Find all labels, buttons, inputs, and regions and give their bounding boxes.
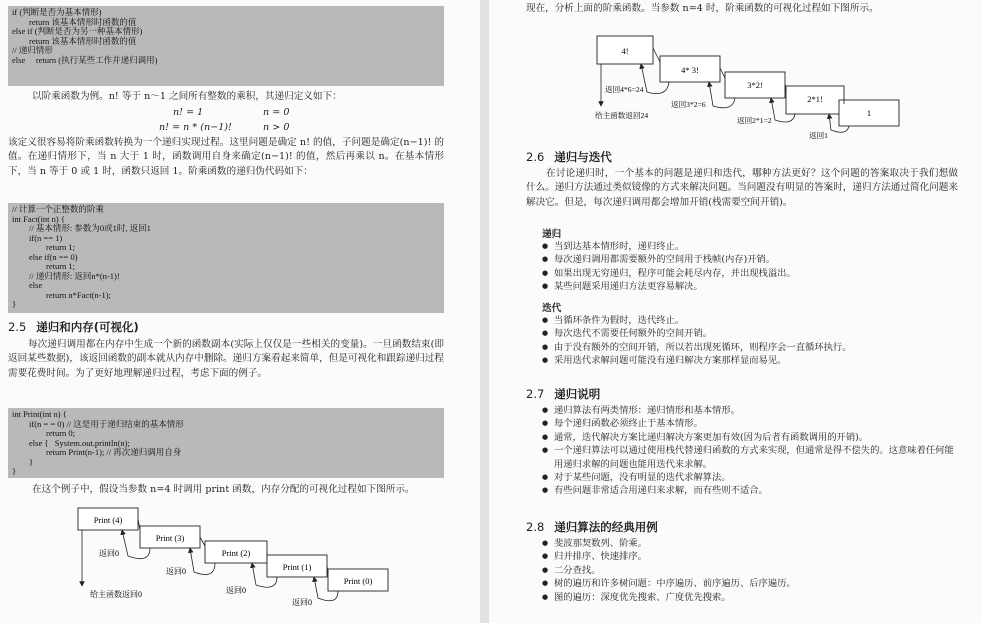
return-label: 返回0: [292, 598, 312, 607]
return-label: 返回2*1=2: [737, 116, 772, 125]
list-item: ● 当循环条件为假时，迭代终止。: [542, 314, 962, 327]
list-item: ● 归并排序、快速排序。: [542, 550, 962, 563]
list-item: ● 树的遍历和许多树问题：中序遍历、前序遍历、后序遍历。: [542, 577, 962, 590]
diagram-box-label: 4* 3!: [681, 65, 699, 75]
formula-recursive-left: n! = n * (n−1)!: [159, 122, 232, 133]
formula-recursive-right: n > 0: [263, 122, 290, 133]
diagram-box-label: Print (3): [155, 533, 185, 543]
diagram-box-label: Print (0): [343, 576, 373, 586]
left-page: [0, 0, 480, 623]
code-block-print: [8, 408, 444, 478]
section-heading-2-7: 2.7 递归说明: [526, 387, 601, 401]
recursion-notes-list: [542, 404, 962, 498]
formula-base-right: n = 0: [263, 107, 290, 118]
recursion-list: [542, 240, 962, 294]
list-item: ● 某些问题采用递归方法更容易解决。: [542, 280, 962, 293]
factorial-explanation: 该定义很容易将阶乘函数转换为一个递归实现过程。这里问题是确定 n! 的值，子问题是确定(n−1)! 的值。在递归情形下，当 n 大于 1 时，函数调用自身来确定(n−1)! 的值，然后再乘以 n。在基本情形下，当 n 等于 0 或 1 时，函数只返回 1。阶乘函数的递归伪代码如下：: [8, 137, 444, 177]
print-example-text: 在这个例子中，假设当参数 n=4 时调用 print 函数，内存分配的可视化过程如下图所示。: [32, 484, 415, 495]
list-item: ● 通常，迭代解决方案比递归解决方案更加有效(因为后者有函数调用的开销)。: [542, 431, 962, 444]
diagram-box-label: Print (2): [221, 548, 251, 558]
call-arrow: [200, 537, 205, 546]
list-item: ● 每次递归调用都需要额外的空间用于栈帧(内存)开销。: [542, 253, 962, 266]
factorial-diagram-intro: 现在，分析上面的阶乘函数。当参数 n=4 时，阶乘函数的可视化过程如下图所示。: [526, 3, 879, 14]
right-page: [489, 0, 982, 623]
diagram-box-label: 4!: [621, 46, 629, 56]
code-block-recursion-template: [8, 6, 444, 86]
code-lines: int Print(int n) { if(n = = 0) // 这是用于递归结束的基本情形 return 0; else { System.out.println(n); return Print(n-1); // 再次递归调用自身 } }: [12, 409, 184, 476]
diagram-box-label: Print (4): [93, 515, 123, 525]
list-item: ● 二分查找。: [542, 564, 962, 577]
diagram-box-label: 1: [866, 108, 872, 118]
main-return-label: 给主函数返回24: [595, 111, 649, 120]
iteration-label: 迭代: [542, 303, 562, 314]
call-arrow: [720, 68, 725, 78]
list-item: ● 图的遍历：深度优先搜索、广度优先搜索。: [542, 591, 962, 604]
iteration-list: [542, 314, 962, 368]
list-item: ● 每个递归函数必须终止于基本情形。: [542, 417, 962, 430]
list-item: ● 当到达基本情形时，递归终止。: [542, 240, 962, 253]
code-lines: if (判断是否为基本情形) return 该基本情形时函数的值 else if (判断是否为另一种基本情形) return 该基本情形时函数的值 // 递归情形 else return (执行某些工作并递归调用): [12, 7, 158, 65]
return-label: 返回1: [809, 131, 828, 140]
recursion-vs-iteration-text: 在讨论递归时，一个基本的问题是递归和迭代，哪种方法更好？这个问题的答案取决于我们想做什么。递归方法通过类似镜像的方式来解决问题。当问题没有明显的答案时，递归方法通过简化问题来解决它。但是，每次递归调用都会增加开销(栈需要空间开销)。: [526, 168, 958, 208]
list-item: ● 如果出现无穷递归，程序可能会耗尽内存，并出现栈溢出。: [542, 267, 962, 280]
return-label: 返回0: [99, 549, 119, 558]
list-item: ● 一个递归算法可以通过使用栈代替递归函数的方式来实现，但通常是得不偿失的。这意味着任何能用递归求解的问题也能用迭代来求解。: [542, 444, 962, 471]
return-label: 返回0: [166, 567, 186, 576]
section-heading-2-6: 2.6 递归与迭代: [526, 150, 612, 164]
section-heading-2-5: 2.5 递归和内存(可视化): [8, 320, 139, 334]
diagram-box-label: Print (1): [282, 562, 312, 572]
main-return-label: 给主函数返回0: [90, 590, 142, 599]
return-label: 返回4*6=24: [605, 85, 644, 94]
diagram-box-label: 2*1!: [807, 94, 823, 104]
diagram-box-label: 3*2!: [747, 80, 763, 90]
memory-explanation: 每次递归调用都在内存中生成一个新的函数副本(实际上仅仅是一些相关的变量)。一旦函数结束(即返回某些数据)，该返回函数的副本就从内存中删除。递归方案看起来简单，但是可视化和跟踪递归过程需要花费时间。为了更好地理解递归过程，考虑下面的例子。: [8, 339, 444, 379]
code-block-factorial: [8, 203, 444, 313]
return-label: 返回3*2=6: [671, 100, 706, 109]
formula-base-left: n! = 1: [173, 107, 204, 118]
section-heading-2-8: 2.8 递归算法的经典用例: [526, 520, 658, 534]
list-item: ● 递归算法有两类情形：递归情形和基本情形。: [542, 404, 962, 417]
code-lines: // 计算一个正整数的阶乘 int Fact(int n) { // 基本情形: 参数为0或1时, 返回1 if(n == 1) return 1; else if(n == 0) return 1; // 递归情形: 返回n*(n-1)! else return n*Fact(n-1); }: [12, 204, 151, 309]
call-arrow: [653, 48, 660, 62]
list-item: ● 有些问题非常适合用递归来求解，而有些则不适合。: [542, 484, 962, 497]
recursion-label: 递归: [542, 229, 562, 240]
list-item: ● 斐波那契数列、阶乘。: [542, 537, 962, 550]
list-item: ● 采用迭代求解问题可能没有递归解决方案那样显而易见。: [542, 354, 962, 367]
list-item: ● 每次迭代不需要任何额外的空间开销。: [542, 327, 962, 340]
classic-uses-list: [542, 537, 962, 604]
factorial-intro: 以阶乘函数为例。n! 等于 n～1 之间所有整数的乘积，其递归定义如下：: [32, 91, 342, 102]
list-item: ● 对于某些问题，没有明显的迭代求解算法。: [542, 471, 962, 484]
return-label: 返回0: [226, 586, 246, 595]
factorial-memory-diagram: [489, 18, 982, 143]
list-item: ● 由于没有额外的空间开销，所以若出现死循环，则程序会一直循环执行。: [542, 341, 962, 354]
page-gutter: [480, 0, 489, 623]
print-memory-diagram: [0, 500, 480, 620]
